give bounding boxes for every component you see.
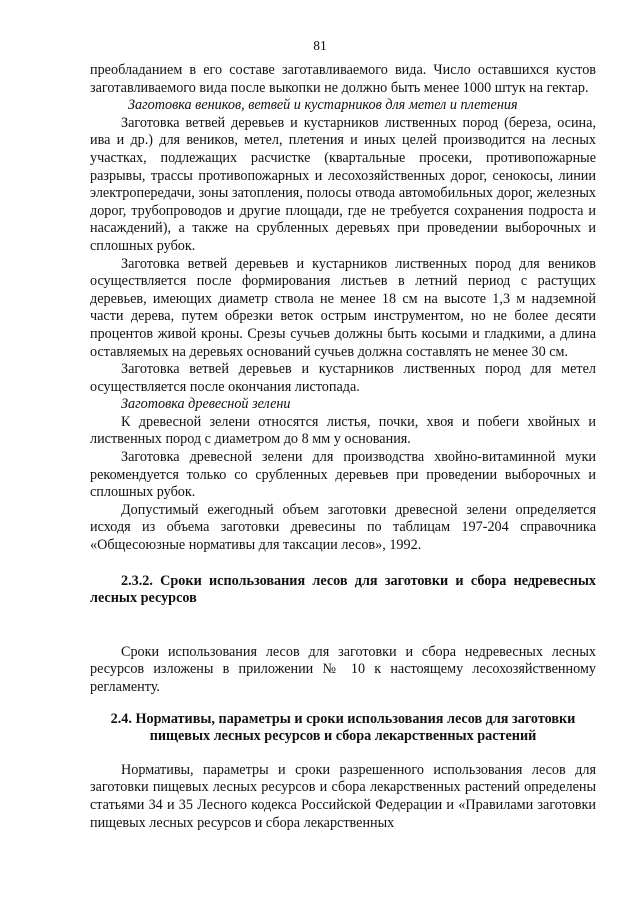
paragraph-besom-harvesting-timing: Заготовка ветвей деревьев и кустарников лиственных пород для метел осуществляется после окончания листопада. xyxy=(90,361,596,395)
paragraph-wood-greens-definition: К древесной зелени относятся листья, почки, хвоя и побеги хвойных и лиственных пород с диаметром до 8 мм у основания. xyxy=(90,413,596,448)
section-heading-2-3-2: 2.3.2. Сроки использования лесов для заготовки и сбора недревесных лесных ресурсов xyxy=(90,572,596,607)
paragraph-broom-harvesting-rules: Заготовка ветвей деревьев и кустарников лиственных пород для веников осуществляется после формирования листьев в летний период с растущих деревьев, имеющих диаметр ствола не менее 18 см на высоте 1,3 м надземной части дерева, путем обрезки веток острым инструментом, но не более десяти процентов живой кроны. Срезы сучьев должны быть косыми и гладкими, а длина оставляемых на деревьях оснований сучьев должна составлять не менее 30 см. xyxy=(90,255,596,360)
paragraph-non-timber-terms: Сроки использования лесов для заготовки и сбора недревесных лесных ресурсов изложены в приложении № 10 к настоящему лесохозяйственному регламенту. xyxy=(90,643,596,695)
paragraph-wood-greens-flour: Заготовка древесной зелени для производства хвойно-витаминной муки рекомендуется только со срубленных деревьев при проведении выборочных и сплошных рубок. xyxy=(90,449,596,501)
page-content xyxy=(90,62,596,832)
paragraph-wood-greens-volume: Допустимый ежегодный объем заготовки древесной зелени определяется исходя из объема заготовки древесины по таблицам 197-204 справочника «Общесоюзные нормативы для таксации лесов», 1992. xyxy=(90,501,596,554)
section-heading-2-4: 2.4. Нормативы, параметры и сроки использования лесов для заготовки пищевых лесных ресурсов и сбора лекарственных растений xyxy=(110,710,576,745)
paragraph-branch-harvesting-areas: Заготовка ветвей деревьев и кустарников лиственных пород (береза, осина, ива и др.) для веников, метел, плетения и иных целей производится на лесных участках, подлежащих расчистке (квартальные просеки, противопожарные разрывы, трассы противопожарных и лесохозяйственных дорог, сенокосы, линии электропередачи, зоны затопления, полосы отвода автомобильных дорог, железных дорог, трубопроводов и другие площади, где не требуется сохранения подроста и насаждений), а также на срубленных деревьях при проведении выборочных и сплошных рубок. xyxy=(90,114,596,254)
subheading-wood-greens: Заготовка древесной зелени xyxy=(121,396,291,413)
paragraph-continuation: преобладанием в его составе заготавливаемого вида. Число оставшихся кустов заготавливаемого вида после выкопки не должно быть менее 1000 штук на гектар. xyxy=(90,62,596,96)
subheading-brooms-branches: Заготовка веников, ветвей и кустарников для метел и плетения xyxy=(128,97,518,114)
paragraph-food-resources-norms: Нормативы, параметры и сроки разрешенного использования лесов для заготовки пищевых лесных ресурсов и сбора лекарственных растений определены статьями 34 и 35 Лесного кодекса Российской Федерации и «Правилами заготовки пищевых лесных ресурсов и сбора лекарственных xyxy=(90,761,596,831)
page-number: 81 xyxy=(313,38,327,53)
